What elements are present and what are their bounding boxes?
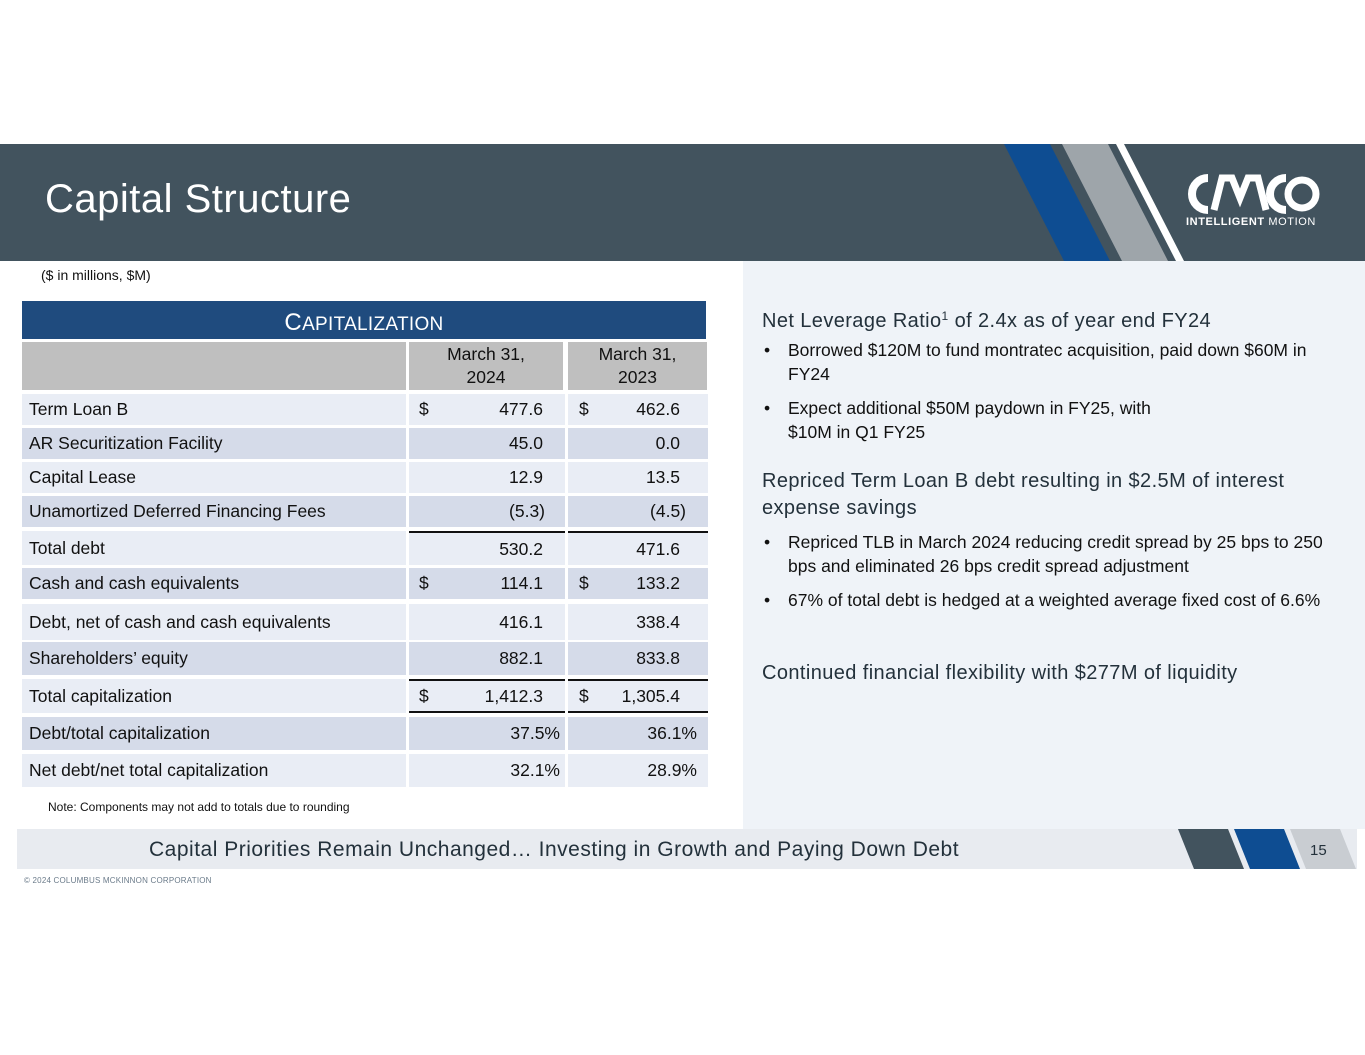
- logo-tagline: INTELLIGENT MOTION: [1186, 216, 1316, 228]
- value-2023: [568, 754, 708, 787]
- value-2023: [568, 496, 708, 527]
- footer-stripes-decoration: [0, 829, 1365, 869]
- value-number: 882.1: [499, 648, 543, 668]
- table-row: [22, 462, 708, 493]
- table-row: [22, 679, 708, 713]
- row-label: Shareholders’ equity: [22, 642, 406, 675]
- units-note: ($ in millions, $M): [41, 267, 151, 283]
- value-number: 1,412.3: [484, 685, 543, 706]
- dollar-sign: $: [419, 399, 429, 419]
- dollar-sign: $: [579, 685, 589, 706]
- table-header-blank: [22, 342, 406, 390]
- bullet-repriced-tlb: • Repriced TLB in March 2024 reducing credit spread by 25 bps to 250 bps and eliminated 26 bps credit spread adjustment: [762, 530, 1342, 578]
- table-row: [22, 642, 708, 675]
- row-label: Term Loan B: [22, 394, 406, 425]
- value-number: 462.6: [636, 399, 680, 419]
- value-2023: [568, 604, 708, 640]
- value-number: 833.8: [636, 648, 680, 668]
- dollar-sign: $: [419, 573, 429, 593]
- column-header-2023: March 31, 2023: [568, 342, 707, 390]
- value-2023: [568, 462, 708, 493]
- row-label: Total debt: [22, 531, 406, 565]
- row-label: Total capitalization: [22, 679, 406, 713]
- table-row: [22, 531, 708, 565]
- value-number: 45.0: [508, 433, 543, 453]
- header-band: [0, 144, 1365, 261]
- row-label: Debt/total capitalization: [22, 717, 406, 750]
- bullet-paydown: • Expect additional $50M paydown in FY25, with $10M in Q1 FY25: [762, 396, 1342, 444]
- value-number: 32.1%: [510, 760, 560, 780]
- row-label: Cash and cash equivalents: [22, 568, 406, 599]
- value-number: 530.2: [499, 538, 543, 559]
- value-2024: [409, 531, 565, 565]
- value-2023: [568, 531, 708, 565]
- dollar-sign: $: [579, 573, 589, 593]
- copyright: © 2024 COLUMBUS MCKINNON CORPORATION: [24, 876, 212, 885]
- value-2023: [568, 428, 708, 459]
- value-2024: [409, 642, 565, 675]
- repricing-bullets: [762, 530, 1342, 622]
- value-2024: [409, 496, 565, 527]
- table-row: [22, 496, 708, 527]
- value-number: 13.5: [645, 467, 680, 487]
- page-number: 15: [1310, 842, 1327, 859]
- value-2024: [409, 428, 565, 459]
- footer-tagline: Capital Priorities Remain Unchanged… Investing in Growth and Paying Down Debt: [149, 838, 960, 861]
- value-number: 36.1%: [647, 723, 697, 743]
- value-number: 0.0: [655, 433, 680, 453]
- value-2023: [568, 394, 708, 425]
- value-2024: [409, 394, 565, 425]
- row-label: Unamortized Deferred Financing Fees: [22, 496, 406, 527]
- table-row: [22, 717, 708, 750]
- row-label: Net debt/net total capitalization: [22, 754, 406, 787]
- value-2024: [409, 679, 565, 713]
- value-number: 28.9%: [647, 760, 697, 780]
- leverage-bullets: [762, 338, 1342, 454]
- table-row: [22, 754, 708, 787]
- liquidity-heading: Continued financial flexibility with $277M of liquidity: [762, 662, 1238, 684]
- value-number: 12.9: [508, 467, 543, 487]
- value-2023: [568, 717, 708, 750]
- rounding-note: Note: Components may not add to totals due to rounding: [48, 800, 350, 814]
- value-2024: [409, 754, 565, 787]
- bullet-borrowed: • Borrowed $120M to fund montratec acquisition, paid down $60M in FY24: [762, 338, 1342, 386]
- value-number: 416.1: [499, 611, 543, 632]
- value-number: 477.6: [499, 399, 543, 419]
- table-row: [22, 394, 708, 425]
- value-number: (4.5): [650, 501, 686, 521]
- table-row: [22, 604, 708, 640]
- value-number: 114.1: [500, 573, 543, 593]
- leverage-heading: Net Leverage Ratio$^1$ of 2.4x as of year end FY24: [762, 309, 1212, 332]
- value-number: 471.6: [636, 538, 680, 559]
- row-label: Capital Lease: [22, 462, 406, 493]
- value-number: 133.2: [636, 573, 680, 593]
- repricing-heading: Repriced Term Loan B debt resulting in $2.5M of interest expense savings: [762, 470, 1285, 519]
- value-2024: [409, 462, 565, 493]
- highlights-panel: [743, 261, 1365, 829]
- value-number: 1,305.4: [621, 685, 680, 706]
- value-2023: [568, 568, 708, 599]
- value-2024: [409, 717, 565, 750]
- table-row: [22, 568, 708, 599]
- bullet-hedged: • 67% of total debt is hedged at a weighted average fixed cost of 6.6%: [762, 588, 1342, 612]
- page-title: Capital Structure: [45, 177, 352, 221]
- value-2024: [409, 568, 565, 599]
- value-number: 338.4: [636, 611, 680, 632]
- value-2023: [568, 642, 708, 675]
- value-2023: [568, 679, 708, 713]
- column-header-2024: March 31, 2024: [409, 342, 563, 390]
- row-label: AR Securitization Facility: [22, 428, 406, 459]
- dollar-sign: $: [579, 399, 589, 419]
- value-2024: [409, 604, 565, 640]
- table-title: CAPITALIZATION: [22, 301, 706, 339]
- row-label: Debt, net of cash and cash equivalents: [22, 604, 406, 640]
- value-number: (5.3): [509, 501, 545, 521]
- table-row: [22, 428, 708, 459]
- value-number: 37.5%: [510, 723, 560, 743]
- dollar-sign: $: [419, 685, 429, 706]
